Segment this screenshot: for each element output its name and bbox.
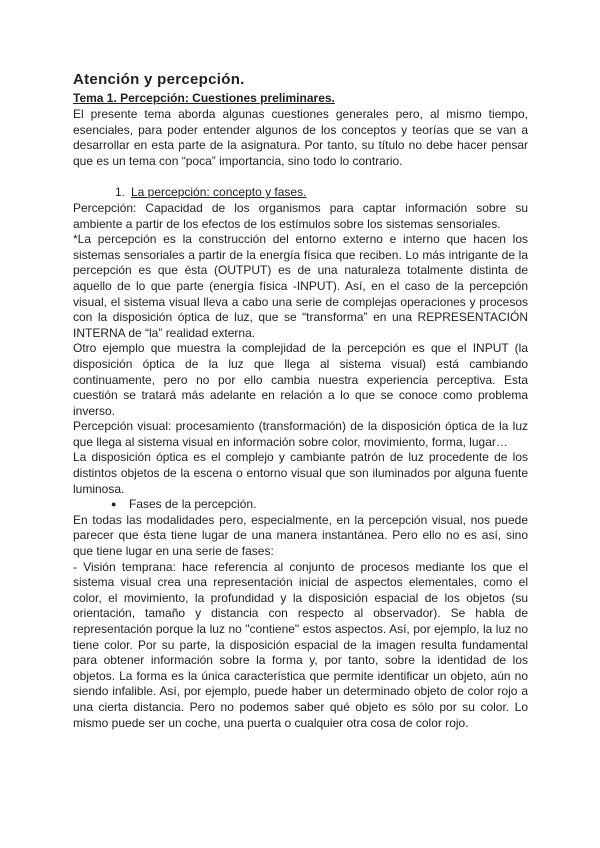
construction-paragraph: *La percepción es la construcción del entorno externo e interno que hacen los sistemas sensoriales a partir de la energía física que reciben. Lo más intrigante de la percepción es que ésta (OUTPUT) es de una naturaleza totalmente distinta de aquello de lo que parte (energía física -INPUT). Así, en el caso de la percepción visual, el sistema visual lleva a cabo una serie de complejas operaciones y procesos con la disposición óptica de luz, que se “transforma” en una REPRESENTACIÓN INTERNA de “la” realidad externa. [73,232,528,340]
section-heading [115,185,528,201]
bullet-dot-icon: ● [111,499,117,510]
spacer [73,169,528,185]
visual-perception-paragraph: Percepción visual: procesamiento (transformación) de la disposición óptica de la luz que llega al sistema visual en información sobre color, movimiento, forma, lugar… [73,419,528,449]
phases-intro-paragraph: En todas las modalidades pero, especialmente, en la percepción visual, nos puede parecer que ésta tiene lugar de una manera instantánea. Pero ello no es así, sino que tiene lugar en una serie de fases: [73,512,528,559]
optical-disposition-paragraph: La disposición óptica es el complejo y cambiante patrón de luz procedente de los distintos objetos de la escena o entorno visual que son iluminados por alguna fuente luminosa. [73,450,528,496]
bullet-item [111,497,528,513]
example-paragraph: Otro ejemplo que muestra la complejidad de la percepción es que el INPUT (la disposición óptica de la luz que llega al sistema visual) está cambiando continuamente, pero no por ello cambia nuestra experiencia perceptiva. Esta cuestión se tratará más adelante en relación a lo que se conoce como problema inverso. [73,341,528,418]
document-title: Atención y percepción. [73,71,245,88]
definition-paragraph: Percepción: Capacidad de los organismos para captar información sobre su ambiente a partir de los efectos de los estímulos sobre los sistemas sensoriales. [73,200,528,231]
section-heading-text: La percepción: concepto y fases. [131,185,307,200]
topic-heading: Tema 1. Percepción: Cuestiones preliminares. [73,91,335,105]
section-number: 1. [115,185,126,200]
bullet-text: Fases de la percepción. [129,497,257,512]
intro-paragraph: El presente tema aborda algunas cuestiones generales pero, al mismo tiempo, esenciales, para poder entender algunos de los conceptos y teorías que se van a desarrollar en esta parte de la asignatura. Por tanto, su título no debe hacer pensar que es un tema con “poca” importancia, sino todo lo contrario. [73,107,528,168]
early-vision-paragraph: - Visión temprana: hace referencia al conjunto de procesos mediante los que el sistema visual crea una representación inicial de aspectos elementales, como el color, el movimiento, la profundidad y la disposición espacial de los objetos (su orientación, tamaño y distancia con respecto al observador). Se habla de representación porque la luz no "contiene" estos aspectos. Así, por ejemplo, la luz no tiene color. Por su parte, la disposición espacial de la imagen resulta fundamental para obtener información sobre la forma y, por tanto, sobre la identidad de los objetos. La forma es la única característica que permite identificar un objeto, aún no siendo infalible. Así, por ejemplo, puede haber un determinado objeto de color rojo a una cierta distancia. Pero no podemos saber qué objeto es sólo por su color. Lo mismo puede ser un coche, una puerta o cualquier otra cosa de color rojo. [73,559,528,730]
document-content [73,70,528,731]
